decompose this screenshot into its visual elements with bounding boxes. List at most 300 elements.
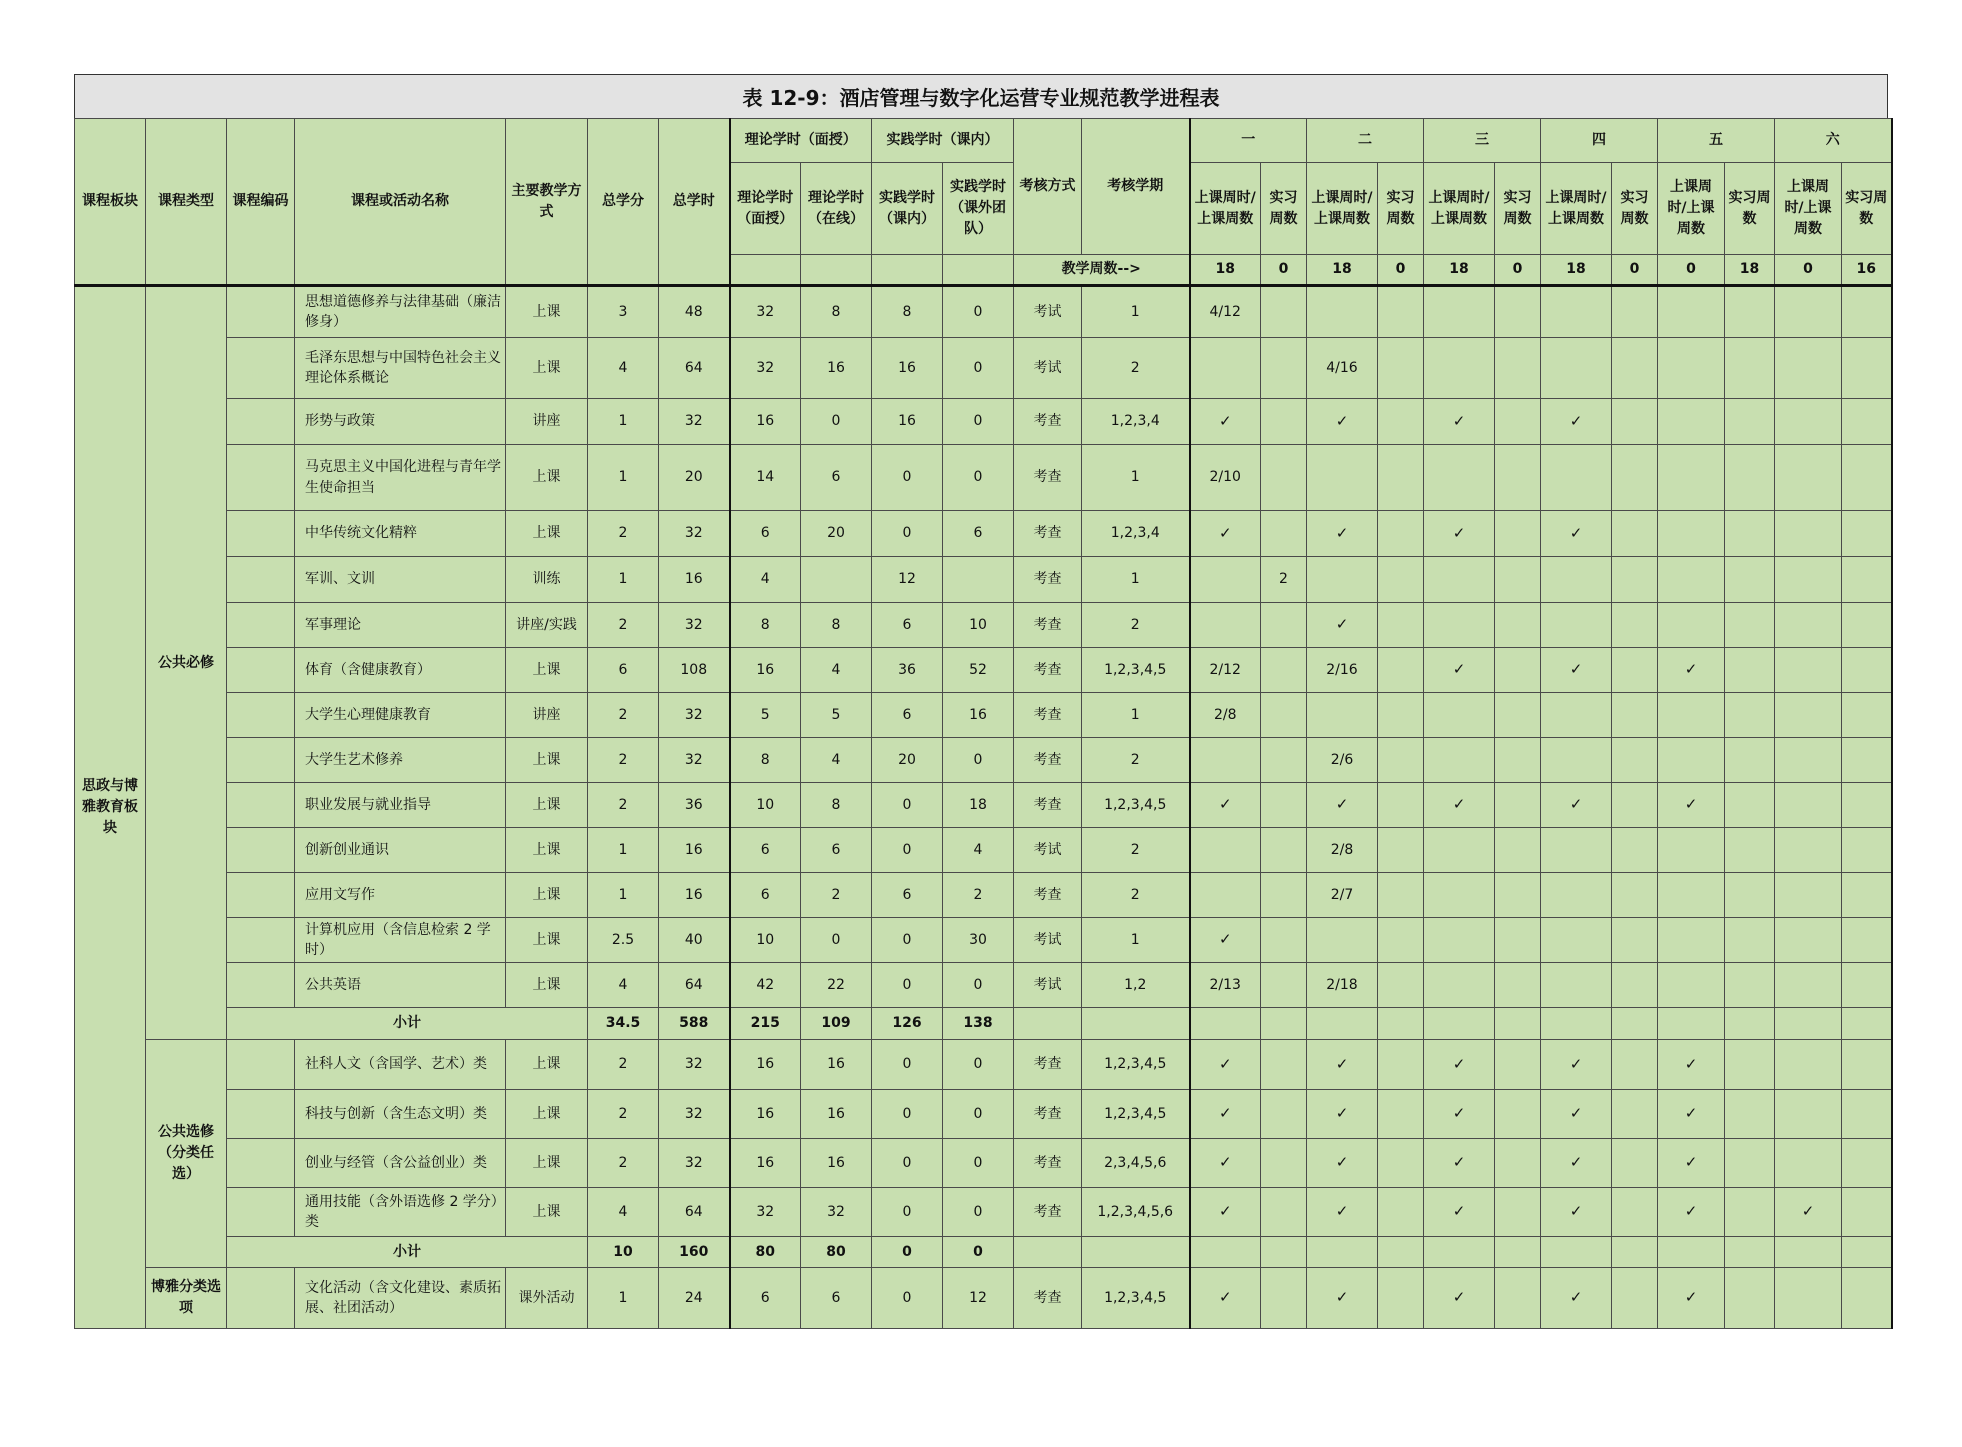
semester-cell	[1495, 918, 1541, 963]
semester-cell: ✓	[1190, 918, 1261, 963]
table-row	[75, 738, 1892, 783]
theory-face-hours: 32	[730, 1188, 801, 1237]
semester-cell	[1842, 1090, 1892, 1139]
semester-cell: ✓	[1658, 1188, 1725, 1237]
semester-cell	[1658, 693, 1725, 738]
semester-cell	[1775, 399, 1842, 445]
semester-cell: ✓	[1307, 399, 1378, 445]
course-name: 应用文写作	[295, 873, 506, 918]
week-count: 18	[1541, 255, 1612, 286]
practice-out-hours: 2	[943, 873, 1014, 918]
total-hours: 16	[659, 873, 730, 918]
header-hours: 总学时	[659, 119, 730, 286]
semester-cell	[1612, 399, 1658, 445]
semester-cell	[1725, 511, 1775, 557]
semester-cell	[1495, 557, 1541, 603]
semester-cell	[1658, 738, 1725, 783]
practice-out-hours: 12	[943, 1268, 1014, 1329]
semester-cell	[1307, 286, 1378, 338]
total-credits: 2	[588, 603, 659, 648]
practice-out-hours: 0	[943, 1040, 1014, 1090]
exam-method: 考试	[1014, 338, 1082, 399]
practice-in-hours: 0	[872, 1268, 943, 1329]
semester-cell	[1775, 738, 1842, 783]
semester-cell: ✓	[1658, 1040, 1725, 1090]
exam-term: 2,3,4,5,6	[1082, 1139, 1190, 1188]
exam-term: 1	[1082, 918, 1190, 963]
semester-cell	[1842, 828, 1892, 873]
theory-online-hours: 20	[801, 511, 872, 557]
header-sem-sub: 实习周数	[1261, 163, 1307, 255]
schedule-table	[74, 118, 1893, 1329]
practice-in-hours: 12	[872, 557, 943, 603]
practice-out-hours: 16	[943, 693, 1014, 738]
course-code	[227, 783, 295, 828]
subtotal-theory-online: 80	[801, 1237, 872, 1268]
semester-cell	[1424, 873, 1495, 918]
practice-out-hours: 0	[943, 963, 1014, 1008]
total-hours: 108	[659, 648, 730, 693]
theory-online-hours: 6	[801, 828, 872, 873]
week-count: 0	[1658, 255, 1725, 286]
header-theory-group: 理论学时（面授）	[730, 119, 872, 163]
semester-cell	[1495, 1090, 1541, 1139]
blank-cell	[730, 255, 801, 286]
total-credits: 3	[588, 286, 659, 338]
blank-cell	[1842, 1008, 1892, 1040]
semester-cell: 2/16	[1307, 648, 1378, 693]
semester-cell	[1541, 873, 1612, 918]
semester-cell	[1495, 511, 1541, 557]
total-hours: 48	[659, 286, 730, 338]
semester-cell	[1842, 445, 1892, 511]
semester-cell: ✓	[1424, 783, 1495, 828]
theory-online-hours: 16	[801, 1139, 872, 1188]
subtotal-label: 小计	[227, 1237, 588, 1268]
semester-cell	[1378, 738, 1424, 783]
semester-cell: ✓	[1424, 1090, 1495, 1139]
semester-cell	[1658, 511, 1725, 557]
semester-cell	[1307, 557, 1378, 603]
semester-cell	[1424, 445, 1495, 511]
table-row	[75, 783, 1892, 828]
semester-cell	[1842, 918, 1892, 963]
practice-out-hours: 0	[943, 738, 1014, 783]
theory-face-hours: 6	[730, 873, 801, 918]
semester-cell	[1541, 963, 1612, 1008]
semester-cell	[1307, 445, 1378, 511]
semester-cell	[1612, 1139, 1658, 1188]
practice-out-hours: 30	[943, 918, 1014, 963]
semester-cell	[1842, 399, 1892, 445]
practice-out-hours: 0	[943, 1090, 1014, 1139]
semester-cell: ✓	[1541, 1188, 1612, 1237]
teaching-method: 讲座	[506, 693, 588, 738]
semester-cell	[1658, 918, 1725, 963]
semester-cell	[1261, 918, 1307, 963]
header-sem-sub: 实习周数	[1612, 163, 1658, 255]
course-code	[227, 648, 295, 693]
header-name: 课程或活动名称	[295, 119, 506, 286]
week-count: 16	[1842, 255, 1892, 286]
semester-cell: 2/8	[1190, 693, 1261, 738]
exam-method: 考查	[1014, 1139, 1082, 1188]
semester-cell	[1775, 557, 1842, 603]
total-hours: 40	[659, 918, 730, 963]
semester-cell	[1541, 693, 1612, 738]
semester-cell	[1378, 873, 1424, 918]
total-hours: 32	[659, 1090, 730, 1139]
course-name: 计算机应用（含信息检索 2 学时）	[295, 918, 506, 963]
table-row	[75, 399, 1892, 445]
course-code	[227, 1040, 295, 1090]
blank-cell	[1378, 1237, 1424, 1268]
theory-online-hours: 22	[801, 963, 872, 1008]
semester-cell: ✓	[1307, 603, 1378, 648]
teaching-method: 上课	[506, 338, 588, 399]
table-row	[75, 1188, 1892, 1237]
teaching-method: 上课	[506, 783, 588, 828]
total-hours: 64	[659, 1188, 730, 1237]
subtotal-practice-out: 0	[943, 1237, 1014, 1268]
semester-cell	[1842, 783, 1892, 828]
semester-cell	[1495, 963, 1541, 1008]
header-sem-sub: 实习周数	[1378, 163, 1424, 255]
exam-term: 1	[1082, 557, 1190, 603]
semester-cell: ✓	[1190, 1139, 1261, 1188]
subtotal-credits: 10	[588, 1237, 659, 1268]
theory-face-hours: 6	[730, 828, 801, 873]
course-name: 体育（含健康教育）	[295, 648, 506, 693]
semester-cell	[1842, 963, 1892, 1008]
practice-in-hours: 0	[872, 918, 943, 963]
semester-cell	[1658, 338, 1725, 399]
semester-cell	[1775, 963, 1842, 1008]
practice-in-hours: 0	[872, 1040, 943, 1090]
header-semester-3: 三	[1424, 119, 1541, 163]
week-count: 18	[1424, 255, 1495, 286]
total-hours: 16	[659, 828, 730, 873]
teaching-method: 上课	[506, 873, 588, 918]
exam-term: 1	[1082, 445, 1190, 511]
semester-cell	[1725, 338, 1775, 399]
blank-cell	[1495, 1008, 1541, 1040]
exam-method: 考查	[1014, 873, 1082, 918]
semester-cell	[1775, 338, 1842, 399]
table-row	[75, 286, 1892, 338]
semester-cell	[1378, 1139, 1424, 1188]
semester-cell	[1725, 603, 1775, 648]
subtotal-hours: 160	[659, 1237, 730, 1268]
semester-cell	[1424, 828, 1495, 873]
header-sem-sub: 上课周时/上课周数	[1190, 163, 1261, 255]
semester-cell: ✓	[1307, 1188, 1378, 1237]
semester-cell	[1541, 286, 1612, 338]
semester-cell	[1261, 286, 1307, 338]
practice-out-hours: 0	[943, 445, 1014, 511]
exam-method: 考查	[1014, 511, 1082, 557]
total-credits: 1	[588, 828, 659, 873]
semester-cell	[1842, 511, 1892, 557]
exam-method: 考查	[1014, 738, 1082, 783]
blank-cell	[801, 255, 872, 286]
semester-cell	[1842, 1040, 1892, 1090]
practice-in-hours: 0	[872, 1139, 943, 1188]
semester-cell	[1261, 399, 1307, 445]
total-hours: 32	[659, 399, 730, 445]
semester-cell	[1261, 648, 1307, 693]
semester-cell	[1775, 286, 1842, 338]
semester-cell	[1612, 1040, 1658, 1090]
semester-cell	[1190, 557, 1261, 603]
course-name: 中华传统文化精粹	[295, 511, 506, 557]
subtotal-theory-face: 215	[730, 1008, 801, 1040]
semester-cell	[1378, 1040, 1424, 1090]
exam-method: 考试	[1014, 828, 1082, 873]
semester-cell	[1658, 445, 1725, 511]
blank-cell	[1307, 1008, 1378, 1040]
semester-cell: 2	[1261, 557, 1307, 603]
subtotal-row	[75, 1237, 1892, 1268]
course-code	[227, 738, 295, 783]
course-name: 公共英语	[295, 963, 506, 1008]
blank-cell	[1541, 1237, 1612, 1268]
semester-cell	[1378, 963, 1424, 1008]
teaching-method: 上课	[506, 648, 588, 693]
table-row	[75, 338, 1892, 399]
teaching-method: 上课	[506, 1188, 588, 1237]
total-credits: 2	[588, 1040, 659, 1090]
exam-method: 考查	[1014, 1268, 1082, 1329]
course-name: 文化活动（含文化建设、素质拓展、社团活动）	[295, 1268, 506, 1329]
header-sem-sub: 上课周时/上课周数	[1775, 163, 1842, 255]
teaching-method: 上课	[506, 918, 588, 963]
table-row	[75, 1139, 1892, 1188]
exam-term: 1	[1082, 286, 1190, 338]
theory-face-hours: 16	[730, 648, 801, 693]
semester-cell: ✓	[1424, 511, 1495, 557]
semester-cell	[1842, 557, 1892, 603]
blank-cell	[1190, 1008, 1261, 1040]
exam-method: 考查	[1014, 1040, 1082, 1090]
semester-cell	[1378, 648, 1424, 693]
teaching-method: 上课	[506, 828, 588, 873]
course-name: 社科人文（含国学、艺术）类	[295, 1040, 506, 1090]
semester-cell	[1612, 286, 1658, 338]
theory-online-hours: 16	[801, 338, 872, 399]
semester-cell	[1378, 603, 1424, 648]
semester-cell	[1775, 783, 1842, 828]
total-credits: 1	[588, 445, 659, 511]
week-count: 18	[1190, 255, 1261, 286]
semester-cell	[1842, 286, 1892, 338]
semester-cell: 2/10	[1190, 445, 1261, 511]
blank-cell	[1541, 1008, 1612, 1040]
header-sem-sub: 实习周数	[1725, 163, 1775, 255]
semester-cell	[1725, 1040, 1775, 1090]
total-credits: 1	[588, 1268, 659, 1329]
exam-term: 1,2,3,4,5	[1082, 648, 1190, 693]
semester-cell	[1307, 918, 1378, 963]
semester-cell	[1495, 1188, 1541, 1237]
subtotal-practice-in: 126	[872, 1008, 943, 1040]
exam-method: 考查	[1014, 648, 1082, 693]
exam-term: 1,2,3,4,5	[1082, 783, 1190, 828]
blank-cell	[1725, 1237, 1775, 1268]
subtotal-practice-in: 0	[872, 1237, 943, 1268]
total-credits: 1	[588, 557, 659, 603]
theory-online-hours	[801, 557, 872, 603]
table-row	[75, 1268, 1892, 1329]
course-code	[227, 873, 295, 918]
semester-cell	[1842, 648, 1892, 693]
semester-cell	[1495, 399, 1541, 445]
semester-cell	[1725, 1139, 1775, 1188]
semester-cell: ✓	[1658, 1090, 1725, 1139]
teaching-method: 课外活动	[506, 1268, 588, 1329]
semester-cell	[1775, 1268, 1842, 1329]
semester-cell	[1658, 873, 1725, 918]
semester-cell: ✓	[1307, 511, 1378, 557]
semester-cell	[1261, 1268, 1307, 1329]
practice-out-hours: 52	[943, 648, 1014, 693]
subtotal-theory-face: 80	[730, 1237, 801, 1268]
semester-cell	[1378, 557, 1424, 603]
header-semester-4: 四	[1541, 119, 1658, 163]
total-credits: 2	[588, 783, 659, 828]
semester-cell	[1725, 1188, 1775, 1237]
semester-cell	[1261, 445, 1307, 511]
table-row	[75, 918, 1892, 963]
semester-cell: ✓	[1190, 511, 1261, 557]
practice-in-hours: 8	[872, 286, 943, 338]
blank-cell	[943, 255, 1014, 286]
course-code	[227, 1268, 295, 1329]
exam-term: 1,2,3,4	[1082, 511, 1190, 557]
teaching-method: 上课	[506, 1040, 588, 1090]
practice-in-hours: 16	[872, 338, 943, 399]
blank-cell	[1014, 1237, 1082, 1268]
header-module: 课程板块	[75, 119, 146, 286]
teaching-method: 上课	[506, 286, 588, 338]
exam-method: 考查	[1014, 445, 1082, 511]
semester-cell	[1725, 783, 1775, 828]
teaching-method: 讲座	[506, 399, 588, 445]
header-practice-group: 实践学时（课内）	[872, 119, 1014, 163]
semester-cell	[1775, 648, 1842, 693]
blank-cell	[1842, 1237, 1892, 1268]
course-code	[227, 286, 295, 338]
semester-cell	[1190, 873, 1261, 918]
semester-cell	[1495, 693, 1541, 738]
theory-online-hours: 4	[801, 648, 872, 693]
semester-cell	[1261, 1090, 1307, 1139]
table-row	[75, 963, 1892, 1008]
semester-cell	[1378, 783, 1424, 828]
semester-cell: ✓	[1424, 1268, 1495, 1329]
blank-cell	[1612, 1008, 1658, 1040]
semester-cell	[1495, 873, 1541, 918]
practice-out-hours: 0	[943, 1188, 1014, 1237]
header-sem-sub: 上课周时/上课周数	[1307, 163, 1378, 255]
blank-cell	[1082, 1008, 1190, 1040]
semester-cell: ✓	[1541, 1040, 1612, 1090]
semester-cell	[1612, 1268, 1658, 1329]
total-hours: 64	[659, 338, 730, 399]
semester-cell	[1775, 693, 1842, 738]
semester-cell	[1612, 1188, 1658, 1237]
total-hours: 20	[659, 445, 730, 511]
week-count: 18	[1307, 255, 1378, 286]
semester-cell: 4/12	[1190, 286, 1261, 338]
exam-term: 2	[1082, 828, 1190, 873]
semester-cell	[1495, 286, 1541, 338]
semester-cell: ✓	[1424, 1040, 1495, 1090]
total-credits: 2	[588, 1139, 659, 1188]
course-name: 思想道德修养与法律基础（廉洁修身）	[295, 286, 506, 338]
header-exam-method: 考核方式	[1014, 119, 1082, 255]
semester-cell	[1190, 828, 1261, 873]
table-row	[75, 1090, 1892, 1139]
semester-cell	[1378, 286, 1424, 338]
week-count: 18	[1725, 255, 1775, 286]
semester-cell: ✓	[1541, 648, 1612, 693]
semester-cell	[1612, 693, 1658, 738]
table-row	[75, 1040, 1892, 1090]
semester-cell	[1658, 828, 1725, 873]
semester-cell	[1842, 693, 1892, 738]
exam-term: 2	[1082, 873, 1190, 918]
header-sem-sub: 上课周时/上课周数	[1658, 163, 1725, 255]
practice-out-hours: 0	[943, 286, 1014, 338]
blank-cell	[1261, 1008, 1307, 1040]
semester-cell	[1775, 1090, 1842, 1139]
teaching-method: 上课	[506, 1139, 588, 1188]
exam-term: 1,2,3,4,5	[1082, 1040, 1190, 1090]
semester-cell	[1495, 1268, 1541, 1329]
practice-in-hours: 0	[872, 445, 943, 511]
semester-cell	[1775, 511, 1842, 557]
header-sem-sub: 上课周时/上课周数	[1424, 163, 1495, 255]
semester-cell	[1190, 738, 1261, 783]
course-name: 形势与政策	[295, 399, 506, 445]
teaching-method: 上课	[506, 1090, 588, 1139]
semester-cell: 2/7	[1307, 873, 1378, 918]
semester-cell	[1612, 557, 1658, 603]
practice-in-hours: 0	[872, 783, 943, 828]
total-credits: 1	[588, 873, 659, 918]
practice-in-hours: 6	[872, 873, 943, 918]
semester-cell	[1842, 873, 1892, 918]
semester-cell: 2/18	[1307, 963, 1378, 1008]
semester-cell: ✓	[1658, 1139, 1725, 1188]
teaching-method: 讲座/实践	[506, 603, 588, 648]
theory-face-hours: 16	[730, 1139, 801, 1188]
semester-cell	[1725, 557, 1775, 603]
semester-cell	[1612, 511, 1658, 557]
course-type-label: 公共选修（分类任选）	[146, 1040, 227, 1268]
theory-online-hours: 16	[801, 1090, 872, 1139]
subtotal-row	[75, 1008, 1892, 1040]
course-code	[227, 338, 295, 399]
semester-cell: ✓	[1307, 1090, 1378, 1139]
semester-cell	[1424, 338, 1495, 399]
theory-online-hours: 5	[801, 693, 872, 738]
teaching-method: 上课	[506, 963, 588, 1008]
course-name: 军训、文训	[295, 557, 506, 603]
semester-cell	[1541, 557, 1612, 603]
exam-method: 考查	[1014, 1090, 1082, 1139]
